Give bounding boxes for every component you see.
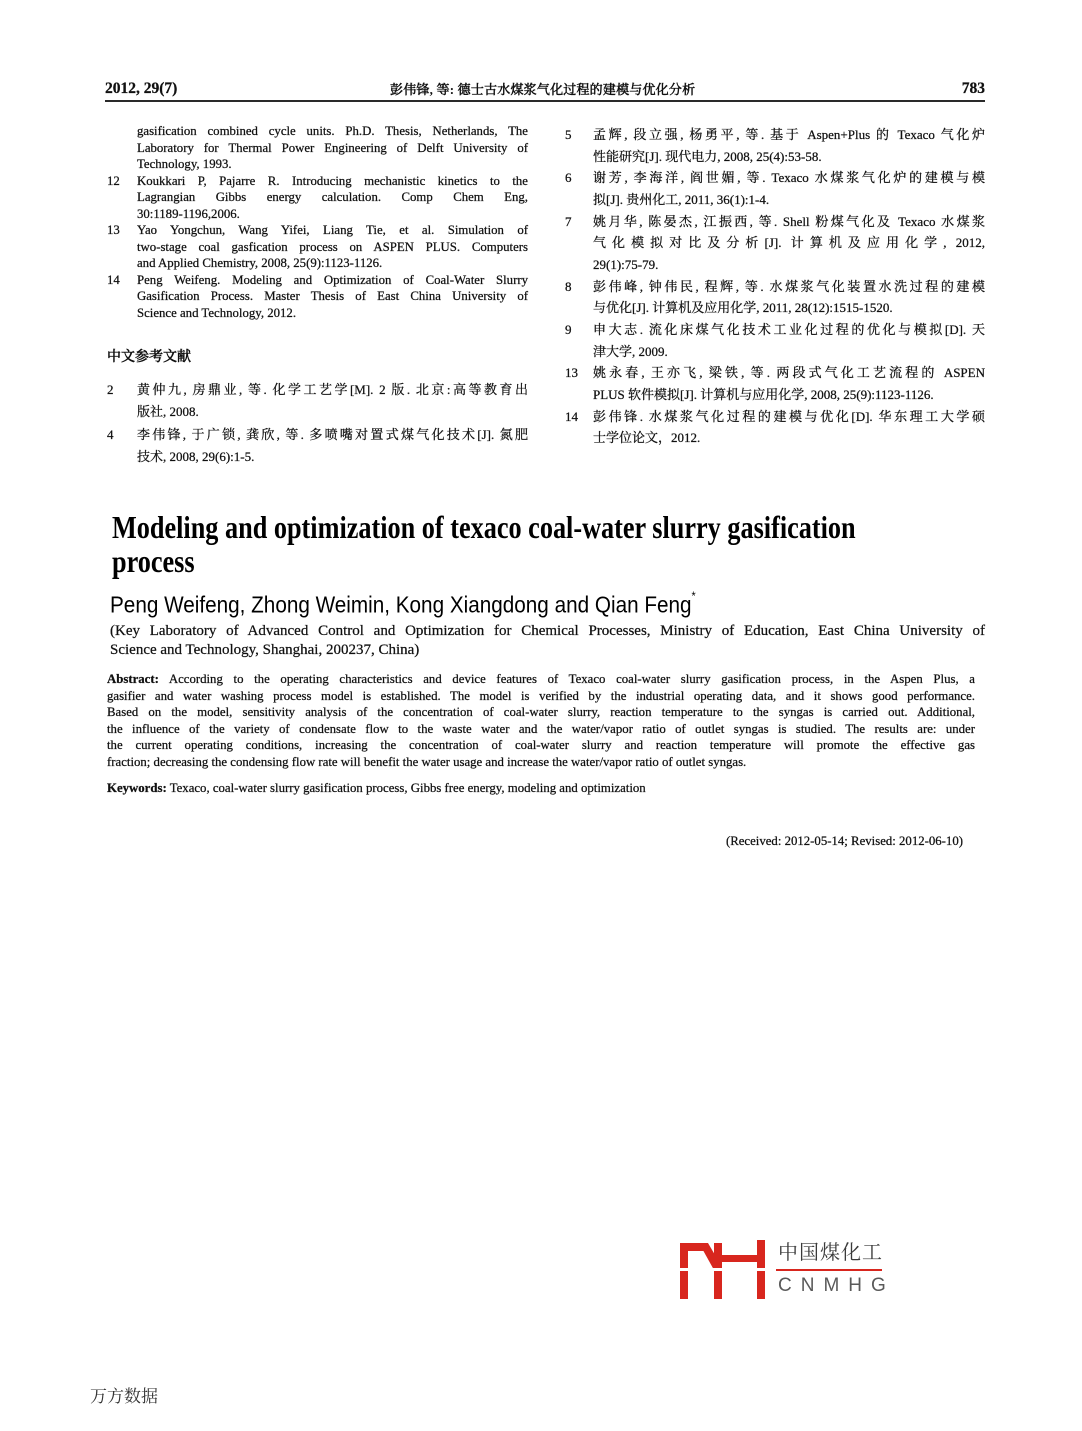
reference-number: 7 bbox=[565, 213, 572, 229]
reference-item bbox=[107, 173, 528, 223]
reference-item bbox=[565, 124, 985, 167]
reference-number: 14 bbox=[107, 272, 120, 287]
reference-item bbox=[107, 123, 528, 173]
reference-line: 姚永春, 王亦飞, 梁铁, 等. 两段式气化工艺流程的 ASPEN bbox=[593, 365, 985, 381]
cnmhg-logo-icon bbox=[678, 1238, 770, 1302]
reference-line: 谢芳, 李海洋, 阎世媚, 等. Texaco 水煤浆气化炉的建模与模 bbox=[593, 170, 985, 186]
abstract-text: the current operating conditions, increasing the concentration of coal-water slurry and reaction temperature will promote the effective gas bbox=[107, 738, 975, 753]
reference-line: 性能研究[J]. 现代电力, 2008, 25(4):53-58. bbox=[593, 148, 822, 164]
abstract-line bbox=[107, 754, 975, 771]
reference-item bbox=[107, 379, 528, 424]
reference-number: 5 bbox=[565, 127, 572, 142]
abstract-label: Abstract: bbox=[107, 672, 159, 686]
reference-text bbox=[137, 272, 528, 322]
chinese-references-right bbox=[565, 124, 985, 449]
abstract-line bbox=[107, 704, 975, 721]
reference-line: and Applied Chemistry, 2008, 25(9):1123-1126. bbox=[137, 256, 383, 271]
reference-line: 士学位论文，2012. bbox=[593, 430, 701, 446]
reference-line: Gasification Process. Master Thesis of East China University of bbox=[137, 289, 528, 304]
corresponding-author-mark: * bbox=[691, 589, 696, 603]
reference-line: 拟[J]. 贵州化工, 2011, 36(1):1-4. bbox=[593, 191, 770, 207]
keywords-text: Texaco, coal-water slurry gasification process, Gibbs free energy, modeling and optimization bbox=[169, 781, 646, 795]
reference-line: Koukkari P, Pajarre R. Introducing mechanistic kinetics to the bbox=[137, 173, 528, 188]
reference-item bbox=[107, 222, 528, 272]
reference-item bbox=[565, 319, 985, 362]
reference-line: Laboratory for Thermal Power Engineering of Delft University of bbox=[137, 140, 528, 155]
reference-number: 2 bbox=[107, 382, 114, 397]
article-authors bbox=[110, 587, 696, 618]
author-names: Peng Weifeng, Zhong Weimin, Kong Xiangdong and Qian Feng bbox=[110, 591, 692, 618]
reference-line: Yao Yongchun, Wang Yifei, Liang Tie, et al. Simulation of bbox=[137, 223, 528, 238]
abstract-text: According to the operating characteristics and device features of Texaco coal-water slurry gasification process, in the Aspen Plus, a bbox=[168, 672, 975, 686]
reference-text bbox=[593, 276, 985, 319]
reference-line: Science and Technology, 2012. bbox=[137, 306, 297, 321]
reference-line: 彭伟锋. 水煤浆气化过程的建模与优化[D]. 华东理工大学硕 bbox=[593, 408, 985, 424]
reference-text bbox=[137, 173, 528, 223]
affiliation-line: Science and Technology, Shanghai, 200237, China) bbox=[110, 642, 420, 658]
logo-english-name: CNMHG bbox=[778, 1275, 895, 1296]
reference-line: 气化模拟对比及分析[J]. 计算机及应用化学, 2012, bbox=[593, 235, 985, 251]
reference-item bbox=[565, 406, 985, 449]
reference-text bbox=[593, 362, 985, 405]
wanfang-watermark: 万方数据 bbox=[90, 1387, 158, 1407]
logo-chinese-name: 中国煤化工 bbox=[778, 1240, 883, 1264]
abstract-text: the influence of the variety of condensate flow to the waste water and the water/vapor ratio of outlet syngas is studied. The results are: under bbox=[107, 721, 975, 736]
reference-number: 13 bbox=[107, 223, 120, 238]
english-references bbox=[107, 123, 528, 322]
reference-item bbox=[565, 167, 985, 210]
header-rule bbox=[105, 100, 985, 102]
reference-number bbox=[107, 123, 137, 173]
reference-item bbox=[107, 272, 528, 322]
reference-number: 14 bbox=[565, 408, 578, 424]
reference-line: two-stage coal gasfication process on ASPEN PLUS. Computers bbox=[137, 239, 528, 254]
reference-text bbox=[593, 167, 985, 210]
reference-line: Peng Weifeng. Modeling and Optimization of Coal-Water Slurry bbox=[137, 272, 528, 287]
reference-number: 8 bbox=[565, 278, 572, 294]
reference-item bbox=[107, 424, 528, 469]
reference-number: 6 bbox=[565, 170, 572, 186]
reference-text bbox=[593, 124, 985, 167]
reference-line: 申大志. 流化床煤气化技术工业化过程的优化与模拟[D]. 天 bbox=[593, 321, 985, 337]
running-title: 彭伟锋, 等: 德士古水煤浆气化过程的建模与优化分析 bbox=[390, 82, 696, 97]
page-number: 783 bbox=[961, 80, 985, 97]
logo-divider bbox=[776, 1269, 882, 1271]
reference-line: 30:1189-1196,2006. bbox=[137, 206, 240, 221]
abstract-text: fraction; decreasing the condensing flow rate will benefit the water usage and increase the water/vapor ratio of outlet syngas. bbox=[107, 754, 747, 769]
reference-text bbox=[593, 319, 985, 362]
reference-number: 13 bbox=[565, 365, 578, 381]
abstract-line bbox=[107, 688, 975, 705]
reference-item bbox=[565, 211, 985, 276]
received-dates: (Received: 2012-05-14; Revised: 2012-06-10) bbox=[725, 834, 963, 848]
reference-number: 9 bbox=[565, 321, 572, 337]
keywords bbox=[107, 780, 646, 797]
chinese-references-heading: 中文参考文献 bbox=[107, 349, 191, 365]
reference-text bbox=[593, 211, 985, 276]
reference-line: 与优化[J]. 计算机及应用化学, 2011, 28(12):1515-1520. bbox=[593, 300, 893, 316]
reference-line: 孟辉, 段立强, 杨勇平, 等. 基于 Aspen+Plus 的 Texaco 气化炉 bbox=[593, 127, 985, 142]
author-affiliation bbox=[110, 622, 985, 660]
reference-text bbox=[137, 379, 528, 424]
reference-item bbox=[565, 276, 985, 319]
keywords-label: Keywords: bbox=[107, 781, 167, 795]
reference-line: 彭伟峰, 钟伟民, 程辉, 等. 水煤浆气化装置水洗过程的建模 bbox=[593, 278, 985, 294]
reference-line: 版社, 2008. bbox=[137, 404, 199, 420]
reference-line: PLUS 软件模拟[J]. 计算机与应用化学, 2008, 25(9):1123-1126. bbox=[593, 386, 934, 402]
reference-line: 李伟锋, 于广锁, 龚欣, 等. 多喷嘴对置式煤气化技术[J]. 氮肥 bbox=[137, 426, 528, 442]
abstract-text: Based on the model, sensitivity analysis of the concentration of coal-water slurry, reaction temperature to the syngas is carried out. Additional, bbox=[107, 705, 975, 720]
abstract bbox=[107, 671, 975, 771]
cnmhg-logo bbox=[678, 1238, 898, 1304]
title-line: Modeling and optimization of texaco coal-water slurry gasification bbox=[112, 509, 856, 545]
reference-text bbox=[593, 406, 985, 449]
reference-line: Lagrangian Gibbs energy calculation. Comp Chem Eng, bbox=[137, 190, 528, 205]
reference-line: Technology, 1993. bbox=[137, 157, 232, 172]
reference-line: 技术, 2008, 29(6):1-5. bbox=[137, 449, 255, 465]
reference-text bbox=[137, 222, 528, 272]
article-title bbox=[112, 510, 856, 578]
reference-item bbox=[565, 362, 985, 405]
reference-line: 黄仲九, 房鼎业, 等. 化学工艺学[M]. 2 版. 北京:高等教育出 bbox=[137, 382, 528, 397]
reference-line: 29(1):75-79. bbox=[593, 256, 659, 272]
abstract-text: gasifier and water washing process model is established. The model is verified by the industrial operating data, and it shows good performance. bbox=[107, 688, 975, 703]
reference-line: 姚月华, 陈晏杰, 江振西, 等. Shell 粉煤气化及 Texaco 水煤浆 bbox=[593, 213, 985, 229]
abstract-line bbox=[107, 671, 975, 688]
reference-number: 12 bbox=[107, 173, 120, 188]
reference-text bbox=[137, 424, 528, 469]
abstract-line bbox=[107, 721, 975, 738]
affiliation-line: (Key Laboratory of Advanced Control and Optimization for Chemical Processes, Ministry of Education, East China University of bbox=[110, 623, 985, 639]
reference-text bbox=[137, 123, 528, 173]
chinese-references-left bbox=[107, 379, 528, 468]
abstract-line bbox=[107, 737, 975, 754]
volume-issue: 2012, 29(7) bbox=[105, 80, 178, 97]
reference-number: 4 bbox=[107, 426, 114, 442]
title-line: process bbox=[112, 543, 195, 579]
reference-line: gasification combined cycle units. Ph.D. Thesis, Netherlands, The bbox=[137, 124, 528, 138]
reference-line: 津大学, 2009. bbox=[593, 343, 668, 359]
